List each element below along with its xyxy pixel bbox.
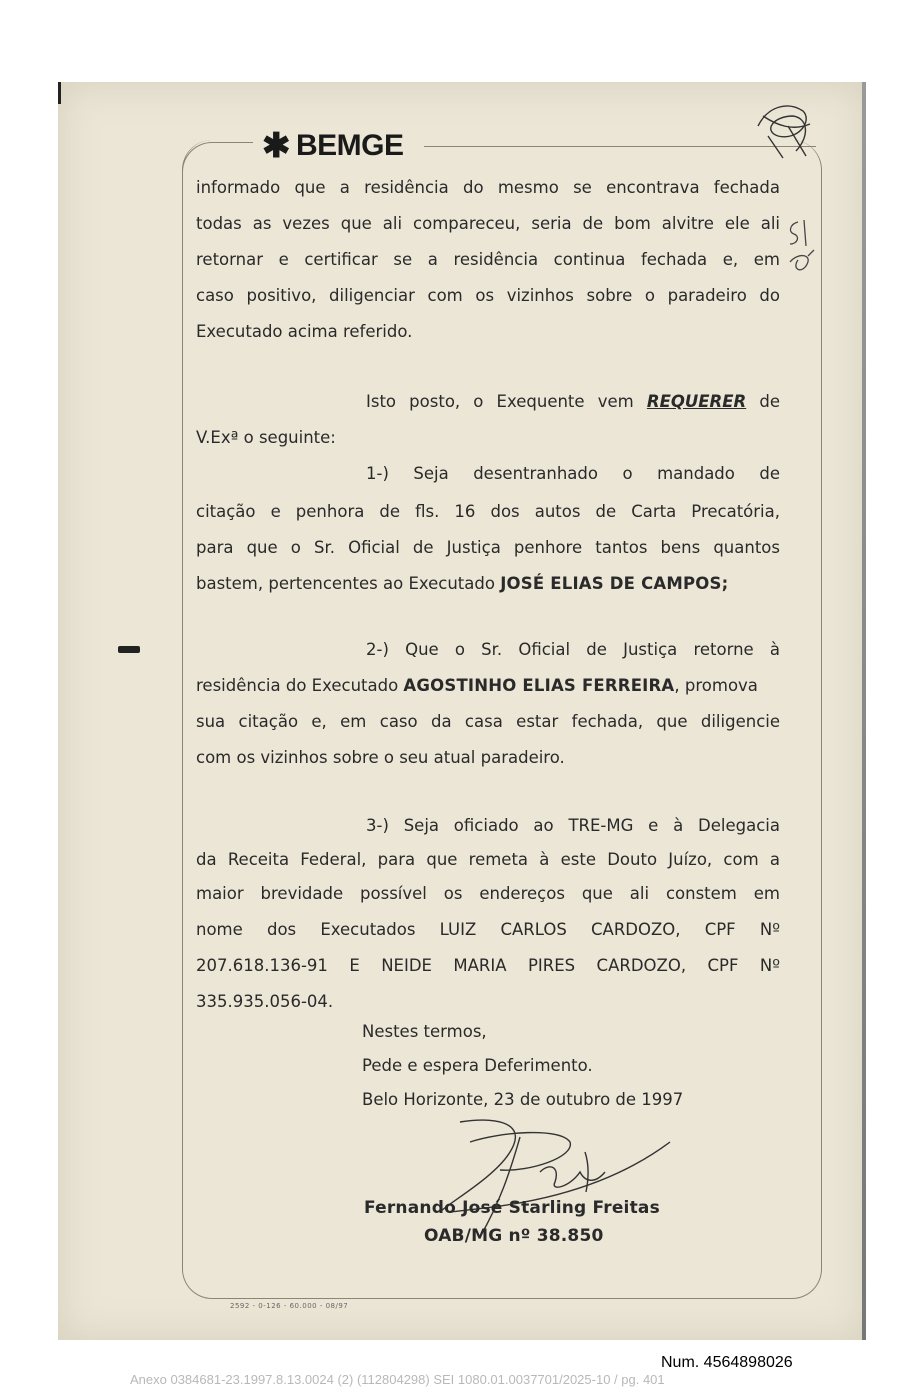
item3-line-2: da Receita Federal, para que remeta à este Douto Juízo, com a	[196, 850, 780, 869]
executado-name-2: AGOSTINHO ELIAS FERREIRA	[403, 676, 675, 695]
item2-text: residência do Executado	[196, 676, 404, 695]
sheet-left-edge	[58, 82, 61, 104]
margin-mark	[118, 646, 140, 653]
executado-name-1: JOSÉ ELIAS DE CAMPOS;	[500, 574, 729, 593]
bemge-logo	[262, 126, 404, 166]
item3-line-3: maior brevidade possível os endereços que ali constem em	[196, 884, 780, 903]
closing-line-2: Pede e espera Deferimento.	[362, 1056, 593, 1075]
signer-name: Fernando José Starling Freitas	[364, 1198, 660, 1218]
p1-line-5: Executado acima referido.	[196, 322, 413, 341]
anexo-footer: Anexo 0384681-23.1997.8.13.0024 (2) (112804298) SEI 1080.01.0037701/2025-10 / pg. 401	[130, 1372, 665, 1387]
sheet-right-edge	[862, 82, 866, 1340]
p1-line-2: todas as vezes que ali compareceu, seria de bom alvitre ele ali	[196, 214, 780, 233]
p2-line-2: V.Exª o seguinte:	[196, 428, 336, 447]
item2-text-after: , promova	[674, 676, 758, 695]
p1-line-1: informado que a residência do mesmo se encontrava fechada	[196, 178, 780, 197]
item1-line-2: citação e penhora de fls. 16 dos autos de Carta Precatória,	[196, 502, 780, 521]
document-number: Num. 4564898026	[661, 1354, 793, 1371]
item3-line-6: 335.935.056-04.	[196, 992, 334, 1011]
item2-line-2	[196, 668, 758, 704]
signer-oab: OAB/MG nº 38.850	[424, 1226, 604, 1246]
initials-scribble	[748, 96, 818, 162]
item1-line-3: para que o Sr. Oficial de Justiça penhore tantos bens quantos	[196, 538, 780, 557]
item1-text: bastem, pertencentes ao Executado	[196, 574, 501, 593]
item1-line-4	[196, 566, 728, 602]
item3-line-4: nome dos Executados LUIZ CARLOS CARDOZO, CPF Nº	[196, 920, 780, 939]
item2-line-1: 2-) Que o Sr. Oficial de Justiça retorne à	[366, 640, 780, 659]
form-code: 2592 - 0-126 - 60.000 - 08/97	[230, 1302, 349, 1310]
p1-line-3: retornar e certificar se a residência continua fechada e, em	[196, 250, 780, 269]
asterisk-icon: ✱	[262, 127, 290, 165]
item1-line-1: 1-) Seja desentranhado o mandado de	[366, 464, 780, 483]
logo-text: BEMGE	[296, 129, 404, 162]
closing-line-1: Nestes termos,	[362, 1022, 487, 1041]
item3-line-5: 207.618.136-91 E NEIDE MARIA PIRES CARDOZO, CPF Nº	[196, 956, 780, 975]
p1-line-4: caso positivo, diligenciar com os vizinhos sobre o paradeiro do	[196, 286, 780, 305]
requerer-word: REQUERER	[646, 392, 747, 411]
margin-annotation	[784, 216, 824, 278]
p2-line-1	[366, 384, 780, 420]
p2-text-after: de	[746, 392, 780, 411]
item2-line-4: com os vizinhos sobre o seu atual paradeiro.	[196, 748, 565, 767]
item2-line-3: sua citação e, em caso da casa estar fechada, que diligencie	[196, 712, 780, 731]
p2-text: Isto posto, o Exequente vem	[366, 392, 647, 411]
closing-date: Belo Horizonte, 23 de outubro de 1997	[362, 1090, 684, 1109]
item3-line-1: 3-) Seja oficiado ao TRE-MG e à Delegacia	[366, 816, 780, 835]
